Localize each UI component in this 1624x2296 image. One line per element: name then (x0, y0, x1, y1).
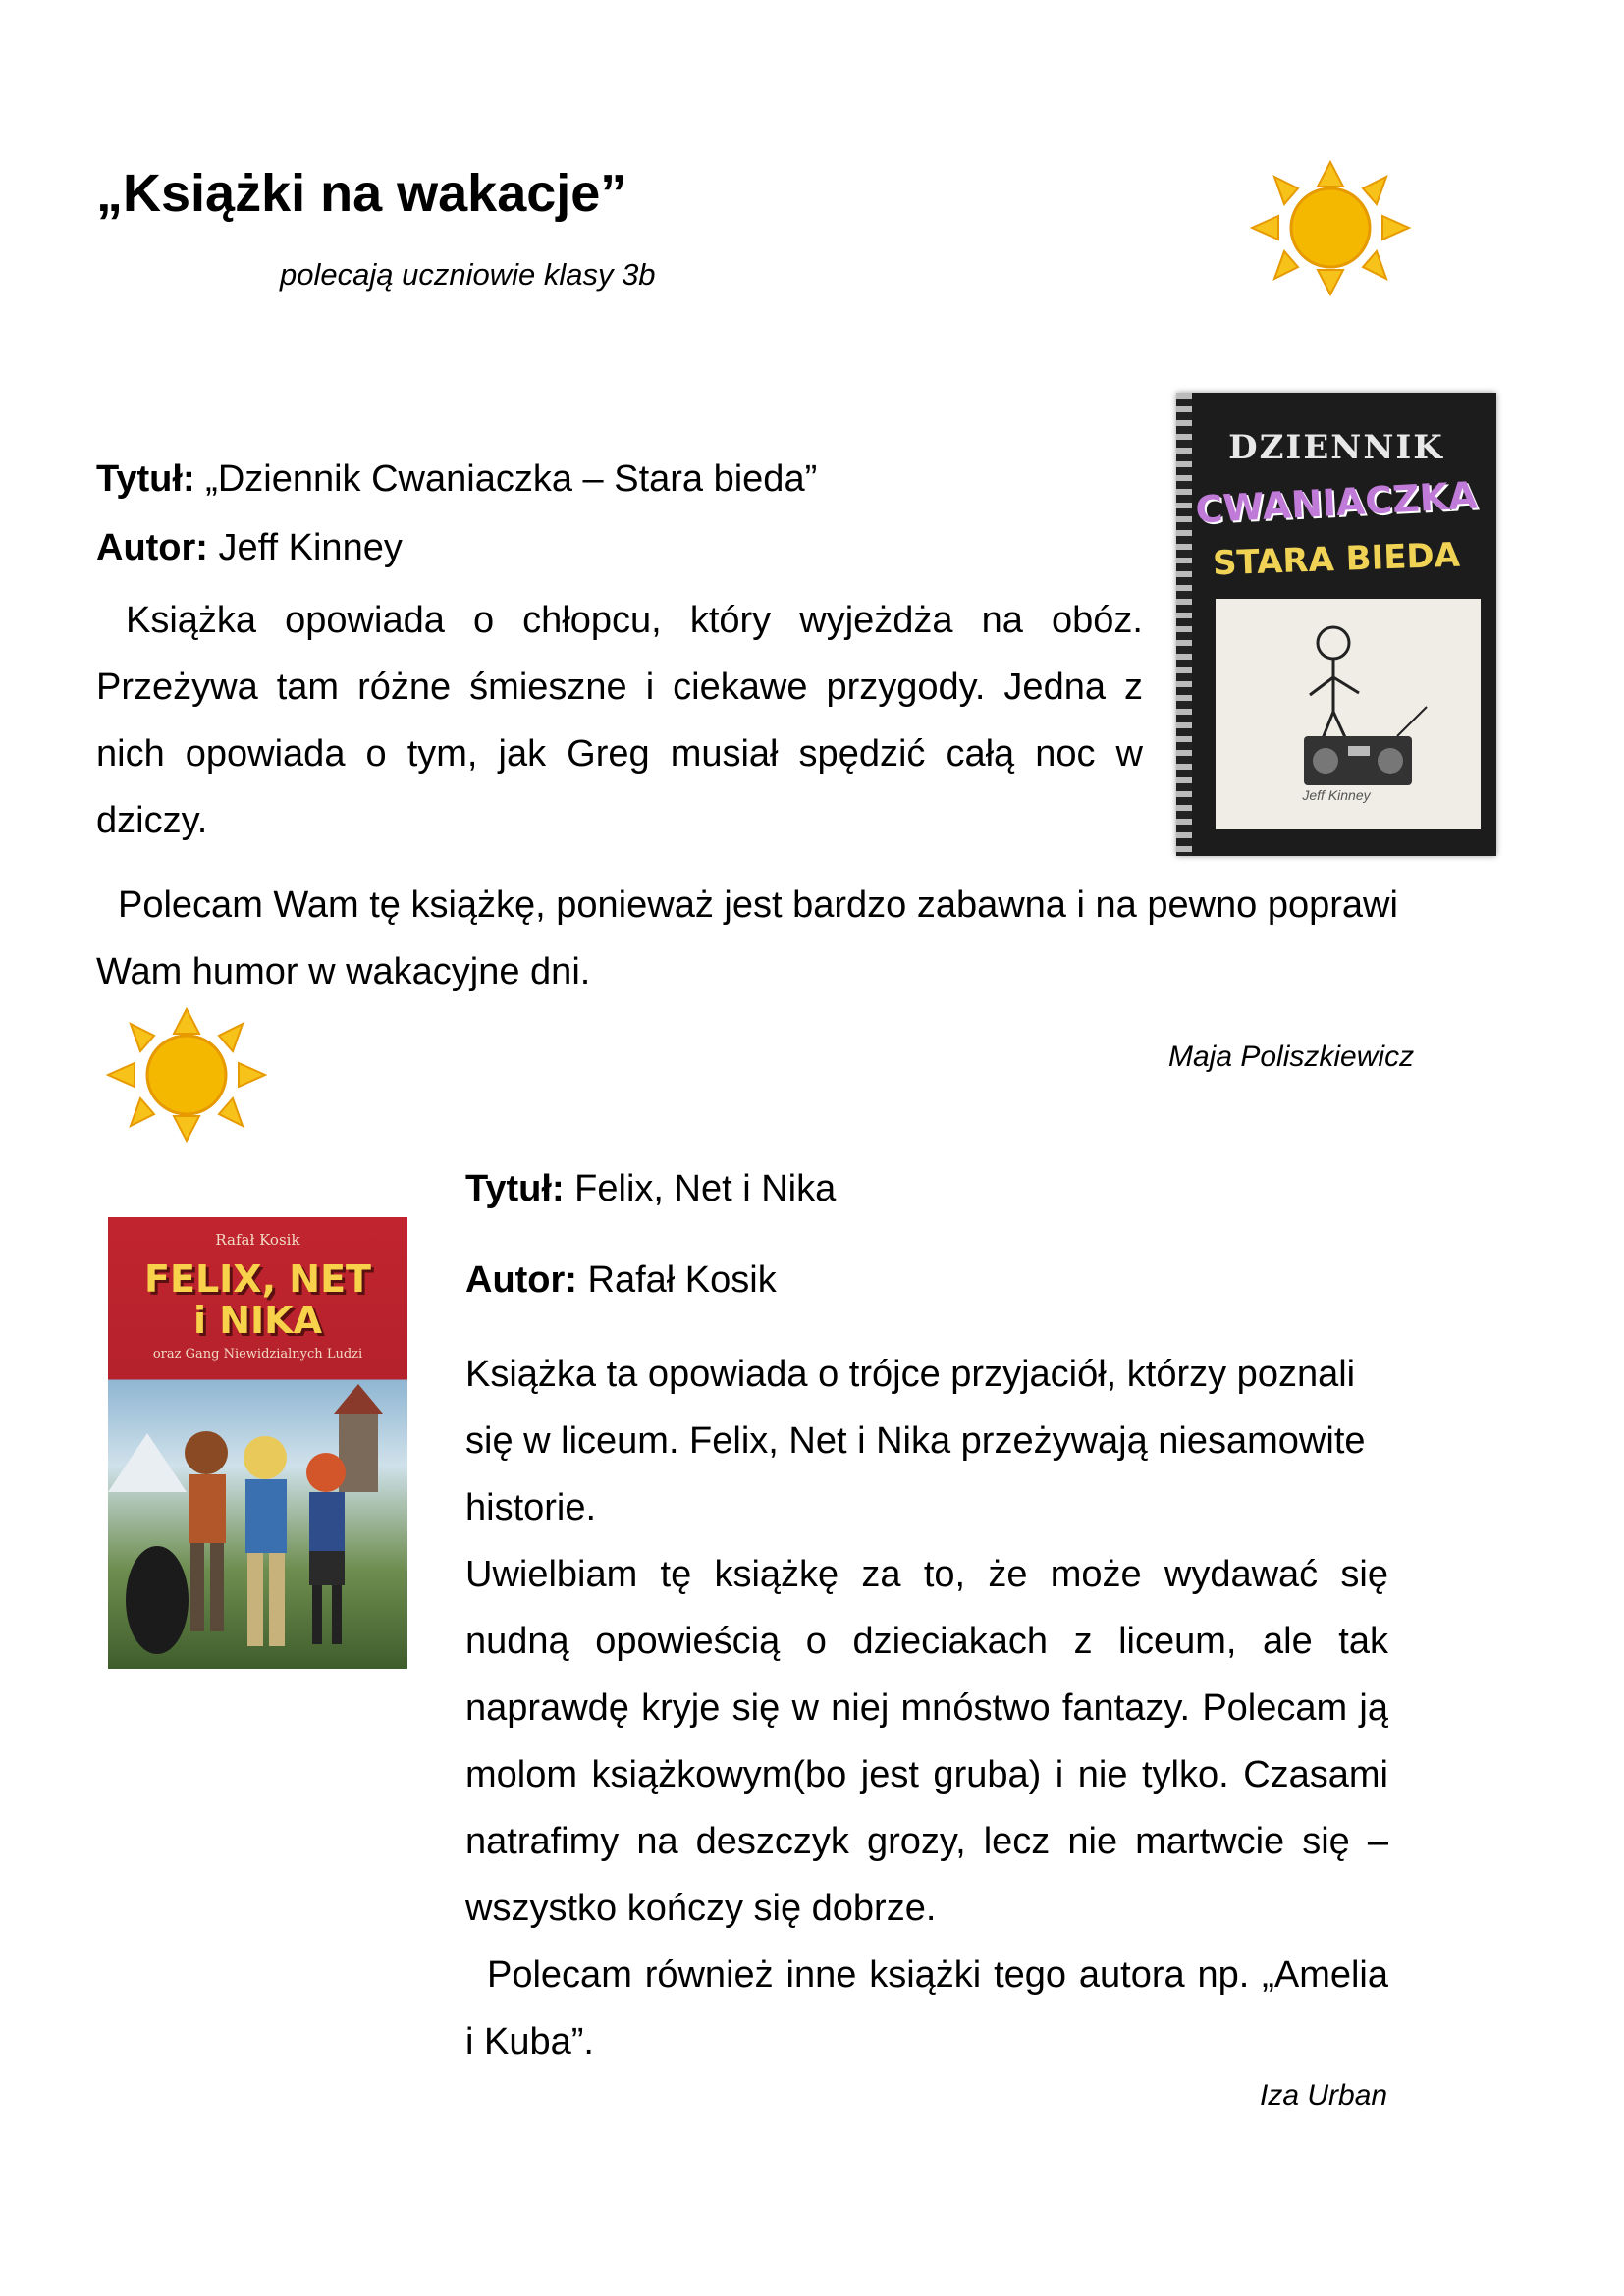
three-kids-illustration (108, 1374, 407, 1669)
page-subtitle: polecają uczniowie klasy 3b (280, 257, 656, 292)
book1-title: „Dziennik Cwaniaczka – Stara bieda” (194, 458, 818, 500)
cover-author: Jeff Kinney (1302, 787, 1371, 803)
cover-title-line2: CWANIACZKA (1194, 473, 1479, 532)
book2-reviewer: Iza Urban (1260, 2079, 1388, 2111)
book2-description-p1: Książka ta opowiada o trójce przyjaciół, którzy poznali się w liceum. Felix, Net i Nika przeżywają niesamowite historie. (465, 1354, 1366, 1528)
title-label: Tytuł: (96, 458, 195, 500)
author-label: Autor: (465, 1259, 577, 1301)
book1-recommendation (96, 872, 1451, 1005)
book2-description (465, 1341, 1388, 2075)
cover-subtitle: oraz Gang Niewidzialnych Ludzi (152, 1347, 363, 1362)
sun-icon (103, 1006, 270, 1144)
book1-cover-image (1176, 393, 1496, 856)
page-title: „Książki na wakacje” (96, 164, 627, 223)
book2-author: Rafał Kosik (576, 1259, 777, 1301)
cover-title-line1: DZIENNIK (1228, 428, 1444, 467)
book1-author-line (96, 527, 403, 569)
author-label: Autor: (96, 527, 208, 568)
cover-title-line3: STARA BIEDA (1212, 535, 1461, 584)
book2-cover-image (108, 1217, 407, 1669)
book2-description-p3-text: Polecam również inne książki tego autora np. „Amelia i Kuba”. (465, 1954, 1388, 2062)
cover-publisher: Rafał Kosik (215, 1231, 300, 1249)
book1-reviewer: Maja Poliszkiewicz (1168, 1041, 1415, 1073)
book1-author: Jeff Kinney (207, 527, 403, 568)
title-label: Tytuł: (465, 1168, 565, 1209)
cover-title-line2: i NIKA (192, 1299, 323, 1342)
book1-title-line (96, 458, 817, 501)
book2-description-p2: Uwielbiam tę książkę za to, że może wydawać się nudną opowieścią o dzieciakach z liceum, ale tak naprawdę kryje się w niej mnóstwo fantazy. Polecam ją molom książkowym(bo jest gruba) i nie tylko. Czasami natrafimy na deszczyk grozy, lecz nie martwcie się – wszystko kończy się dobrze. (465, 1554, 1388, 1929)
cover-title (108, 1258, 407, 1341)
book2-title-line (465, 1168, 836, 1210)
cover-title-line1: FELIX, NET (144, 1257, 371, 1301)
book2-title: Felix, Net i Nika (564, 1168, 837, 1209)
book2-description-p3 (465, 1942, 1388, 2075)
book1-description-text: Książka opowiada o chłopcu, który wyjeżdża na obóz. Przeżywa tam różne śmieszne i ciekawe przygody. Jedna z nich opowiada o tym, jak Greg musiał spędzić całą noc w dziczy. (96, 600, 1143, 841)
sun-icon (1247, 157, 1414, 299)
book1-recommendation-text: Polecam Wam tę książkę, ponieważ jest bardzo zabawna i na pewno poprawi Wam humor w wakacyjne dni. (96, 884, 1398, 992)
book2-author-line (465, 1259, 777, 1302)
book1-description (96, 587, 1143, 854)
